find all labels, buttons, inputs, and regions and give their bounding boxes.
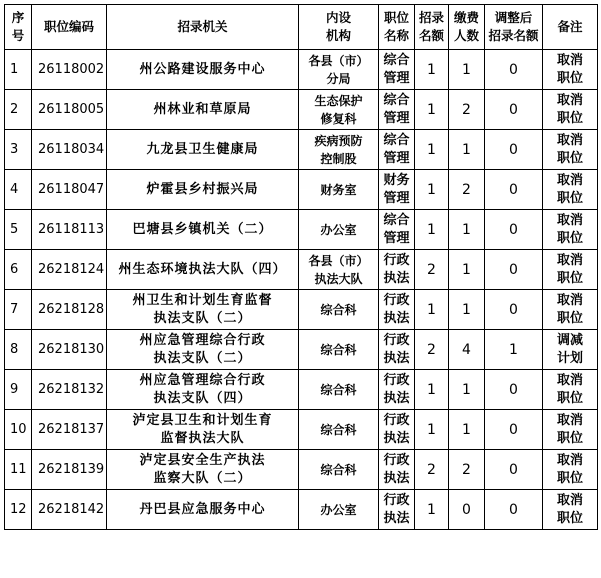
department-cell: 财务室 [299, 170, 379, 210]
adjusted-quota-cell: 0 [485, 130, 543, 170]
quota-cell: 2 [415, 330, 449, 370]
position-name-cell: 综合 管理 [379, 90, 415, 130]
position-code-cell: 26218137 [32, 410, 107, 450]
quota-cell: 2 [415, 250, 449, 290]
position-name-cell: 行政 执法 [379, 450, 415, 490]
agency-cell: 州林业和草原局 [107, 90, 299, 130]
adjusted-quota-cell: 0 [485, 290, 543, 330]
paid-count-cell: 1 [449, 50, 485, 90]
seq-cell: 2 [5, 90, 32, 130]
position-name-cell: 行政 执法 [379, 250, 415, 290]
agency-cell: 州生态环境执法大队（四） [107, 250, 299, 290]
remarks-cell: 取消 职位 [543, 130, 598, 170]
table-row [5, 90, 598, 130]
header-remarks: 备注 [543, 5, 598, 50]
agency-cell: 州公路建设服务中心 [107, 50, 299, 90]
department-cell: 各县（市） 分局 [299, 50, 379, 90]
quota-cell: 2 [415, 450, 449, 490]
adjusted-quota-cell: 0 [485, 410, 543, 450]
paid-count-cell: 1 [449, 210, 485, 250]
remarks-cell: 取消 职位 [543, 450, 598, 490]
header-seq: 序 号 [5, 5, 32, 50]
table-row [5, 170, 598, 210]
position-name-cell: 行政 执法 [379, 330, 415, 370]
remarks-cell: 取消 职位 [543, 210, 598, 250]
header-paid-count: 缴费 人数 [449, 5, 485, 50]
quota-cell: 1 [415, 290, 449, 330]
department-cell: 综合科 [299, 370, 379, 410]
table-row [5, 290, 598, 330]
quota-cell: 1 [415, 410, 449, 450]
remarks-cell: 取消 职位 [543, 90, 598, 130]
table-row [5, 130, 598, 170]
position-code-cell: 26218130 [32, 330, 107, 370]
position-code-cell: 26218132 [32, 370, 107, 410]
agency-cell: 州卫生和计划生育监督 执法支队（二） [107, 290, 299, 330]
table-row [5, 410, 598, 450]
paid-count-cell: 0 [449, 490, 485, 530]
paid-count-cell: 1 [449, 290, 485, 330]
remarks-cell: 取消 职位 [543, 50, 598, 90]
department-cell: 各县（市） 执法大队 [299, 250, 379, 290]
header-recruiting-agency: 招录机关 [107, 5, 299, 50]
position-adjustment-table [4, 4, 598, 530]
header-internal-department: 内设 机构 [299, 5, 379, 50]
seq-cell: 10 [5, 410, 32, 450]
remarks-cell: 调减 计划 [543, 330, 598, 370]
agency-cell: 巴塘县乡镇机关（二） [107, 210, 299, 250]
agency-cell: 九龙县卫生健康局 [107, 130, 299, 170]
department-cell: 疾病预防 控制股 [299, 130, 379, 170]
adjusted-quota-cell: 0 [485, 370, 543, 410]
table-row [5, 490, 598, 530]
position-name-cell: 行政 执法 [379, 410, 415, 450]
paid-count-cell: 2 [449, 170, 485, 210]
remarks-cell: 取消 职位 [543, 410, 598, 450]
table-row [5, 450, 598, 490]
seq-cell: 11 [5, 450, 32, 490]
position-name-cell: 综合 管理 [379, 50, 415, 90]
seq-cell: 8 [5, 330, 32, 370]
remarks-cell: 取消 职位 [543, 170, 598, 210]
department-cell: 综合科 [299, 290, 379, 330]
agency-cell: 州应急管理综合行政 执法支队（四） [107, 370, 299, 410]
position-name-cell: 行政 执法 [379, 370, 415, 410]
adjusted-quota-cell: 0 [485, 450, 543, 490]
paid-count-cell: 1 [449, 410, 485, 450]
agency-cell: 丹巴县应急服务中心 [107, 490, 299, 530]
position-name-cell: 综合 管理 [379, 130, 415, 170]
quota-cell: 1 [415, 130, 449, 170]
department-cell: 综合科 [299, 410, 379, 450]
seq-cell: 12 [5, 490, 32, 530]
quota-cell: 1 [415, 370, 449, 410]
header-recruit-quota: 招录 名额 [415, 5, 449, 50]
seq-cell: 4 [5, 170, 32, 210]
agency-cell: 州应急管理综合行政 执法支队（二） [107, 330, 299, 370]
paid-count-cell: 1 [449, 250, 485, 290]
header-row [5, 5, 598, 50]
paid-count-cell: 1 [449, 130, 485, 170]
header-position-code: 职位编码 [32, 5, 107, 50]
position-code-cell: 26218128 [32, 290, 107, 330]
table-row [5, 330, 598, 370]
adjusted-quota-cell: 0 [485, 90, 543, 130]
seq-cell: 3 [5, 130, 32, 170]
position-name-cell: 行政 执法 [379, 490, 415, 530]
adjusted-quota-cell: 1 [485, 330, 543, 370]
remarks-cell: 取消 职位 [543, 290, 598, 330]
position-code-cell: 26218139 [32, 450, 107, 490]
quota-cell: 1 [415, 490, 449, 530]
adjusted-quota-cell: 0 [485, 50, 543, 90]
seq-cell: 5 [5, 210, 32, 250]
table-row [5, 210, 598, 250]
header-adjusted-quota: 调整后 招录名额 [485, 5, 543, 50]
position-code-cell: 26218142 [32, 490, 107, 530]
department-cell: 综合科 [299, 330, 379, 370]
adjusted-quota-cell: 0 [485, 490, 543, 530]
department-cell: 综合科 [299, 450, 379, 490]
seq-cell: 1 [5, 50, 32, 90]
remarks-cell: 取消 职位 [543, 370, 598, 410]
agency-cell: 泸定县卫生和计划生育 监督执法大队 [107, 410, 299, 450]
table-row [5, 50, 598, 90]
quota-cell: 1 [415, 170, 449, 210]
quota-cell: 1 [415, 50, 449, 90]
agency-cell: 泸定县安全生产执法 监察大队（二） [107, 450, 299, 490]
remarks-cell: 取消 职位 [543, 490, 598, 530]
remarks-cell: 取消 职位 [543, 250, 598, 290]
position-code-cell: 26118113 [32, 210, 107, 250]
paid-count-cell: 1 [449, 370, 485, 410]
position-code-cell: 26118034 [32, 130, 107, 170]
position-name-cell: 行政 执法 [379, 290, 415, 330]
position-code-cell: 26218124 [32, 250, 107, 290]
paid-count-cell: 4 [449, 330, 485, 370]
position-code-cell: 26118005 [32, 90, 107, 130]
adjusted-quota-cell: 0 [485, 210, 543, 250]
department-cell: 办公室 [299, 210, 379, 250]
department-cell: 生态保护 修复科 [299, 90, 379, 130]
seq-cell: 9 [5, 370, 32, 410]
table-row [5, 370, 598, 410]
position-code-cell: 26118047 [32, 170, 107, 210]
table-row [5, 250, 598, 290]
quota-cell: 1 [415, 90, 449, 130]
position-name-cell: 综合 管理 [379, 210, 415, 250]
department-cell: 办公室 [299, 490, 379, 530]
agency-cell: 炉霍县乡村振兴局 [107, 170, 299, 210]
position-name-cell: 财务 管理 [379, 170, 415, 210]
paid-count-cell: 2 [449, 90, 485, 130]
seq-cell: 6 [5, 250, 32, 290]
header-position-name: 职位 名称 [379, 5, 415, 50]
adjusted-quota-cell: 0 [485, 250, 543, 290]
position-code-cell: 26118002 [32, 50, 107, 90]
adjusted-quota-cell: 0 [485, 170, 543, 210]
seq-cell: 7 [5, 290, 32, 330]
paid-count-cell: 2 [449, 450, 485, 490]
quota-cell: 1 [415, 210, 449, 250]
